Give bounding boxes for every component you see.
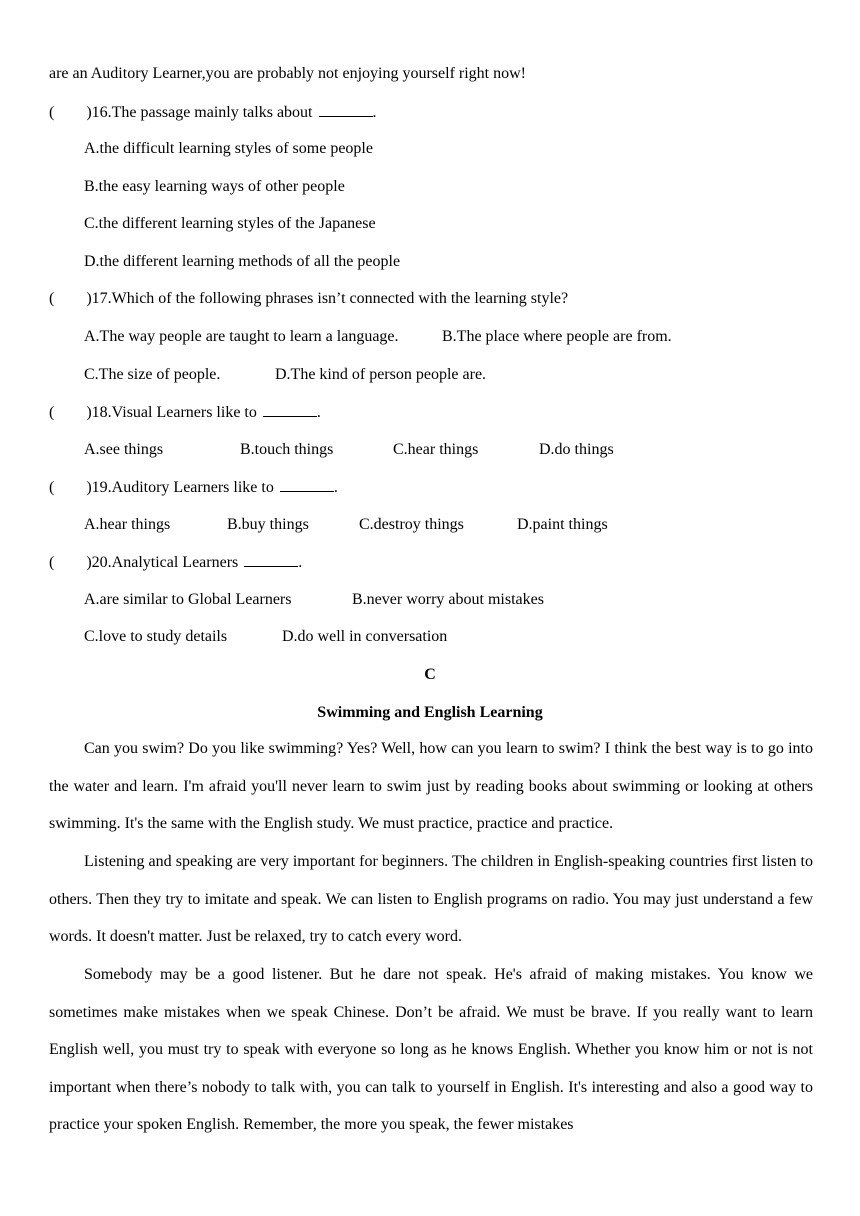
option-20-d: D.do well in conversation <box>282 628 448 645</box>
option-18-d: D.do things <box>539 441 614 458</box>
open-paren: ( <box>49 554 55 571</box>
question-text: 19.Auditory Learners like to <box>91 479 274 496</box>
intro-line: are an Auditory Learner,you are probably not enjoying yourself right now! <box>49 65 526 82</box>
option-16-a: A.the difficult learning styles of some people <box>84 140 373 157</box>
question-text: 16.The passage mainly talks about <box>91 104 313 121</box>
open-paren: ( <box>49 290 55 307</box>
option-17-b: B.The place where people are from. <box>442 328 672 345</box>
close-paren: ) <box>86 104 92 121</box>
question-end: . <box>333 479 338 496</box>
open-paren: ( <box>49 404 55 421</box>
answer-blank <box>319 102 373 117</box>
open-paren: ( <box>49 479 55 496</box>
close-paren: ) <box>86 479 92 496</box>
question-17 <box>49 289 568 309</box>
section-letter: C <box>424 666 436 683</box>
question-end: . <box>372 104 377 121</box>
question-20 <box>49 552 302 573</box>
question-end: . <box>298 554 303 571</box>
paragraph-3: Somebody may be a good listener. But he dare not speak. He's afraid of making mistakes. You know we sometimes make mistakes when we speak Chinese. Don’t be afraid. We must be brave. If you really want to learn English well, you must try to speak with everyone so long as he knows English. Whether you know him or not is not important when there’s nobody to talk with, you can talk to yourself in English. It's interesting and also a good way to practice your spoken English. Remember, the more you speak, the fewer mistakes <box>49 966 813 1134</box>
option-18-a: A.see things <box>84 441 164 458</box>
question-text: 17.Which of the following phrases isn’t connected with the learning style? <box>91 290 569 307</box>
paragraph-2: Listening and speaking are very important for beginners. The children in English-speaking countries first listen to others. Then they try to imitate and speak. We can listen to English programs on radio. You may just understand a few words. It doesn't matter. Just be relaxed, try to catch every word. <box>49 853 813 946</box>
option-18-c: C.hear things <box>393 441 479 458</box>
close-paren: ) <box>86 404 92 421</box>
option-17-c: C.The size of people. <box>84 366 221 383</box>
option-19-b: B.buy things <box>227 516 309 533</box>
answer-blank <box>263 402 317 417</box>
answer-blank <box>244 552 298 567</box>
answer-blank <box>280 477 334 492</box>
open-paren: ( <box>49 104 55 121</box>
question-16 <box>49 102 377 123</box>
option-18-b: B.touch things <box>240 441 334 458</box>
question-end: . <box>316 404 321 421</box>
option-19-c: C.destroy things <box>359 516 464 533</box>
question-19 <box>49 477 338 498</box>
option-17-a: A.The way people are taught to learn a language. <box>84 328 399 345</box>
section-title: Swimming and English Learning <box>317 704 543 721</box>
option-20-c: C.love to study details <box>84 628 228 645</box>
question-text: 18.Visual Learners like to <box>91 404 257 421</box>
option-19-a: A.hear things <box>84 516 171 533</box>
option-16-c: C.the different learning styles of the Japanese <box>84 215 376 232</box>
close-paren: ) <box>86 290 92 307</box>
question-text: 20.Analytical Learners <box>91 554 239 571</box>
option-20-b: B.never worry about mistakes <box>352 591 544 608</box>
close-paren: ) <box>86 554 92 571</box>
paragraph-1: Can you swim? Do you like swimming? Yes? Well, how can you learn to swim? I think the best way is to go into the water and learn. I'm afraid you'll never learn to swim just by reading books about swimming or looking at others swimming. It's the same with the English study. We must practice, practice and practice. <box>49 740 813 833</box>
option-19-d: D.paint things <box>517 516 608 533</box>
option-16-d: D.the different learning methods of all the people <box>84 253 401 270</box>
option-16-b: B.the easy learning ways of other people <box>84 178 345 195</box>
option-17-d: D.The kind of person people are. <box>275 366 487 383</box>
question-18 <box>49 402 321 423</box>
option-20-a: A.are similar to Global Learners <box>84 591 292 608</box>
